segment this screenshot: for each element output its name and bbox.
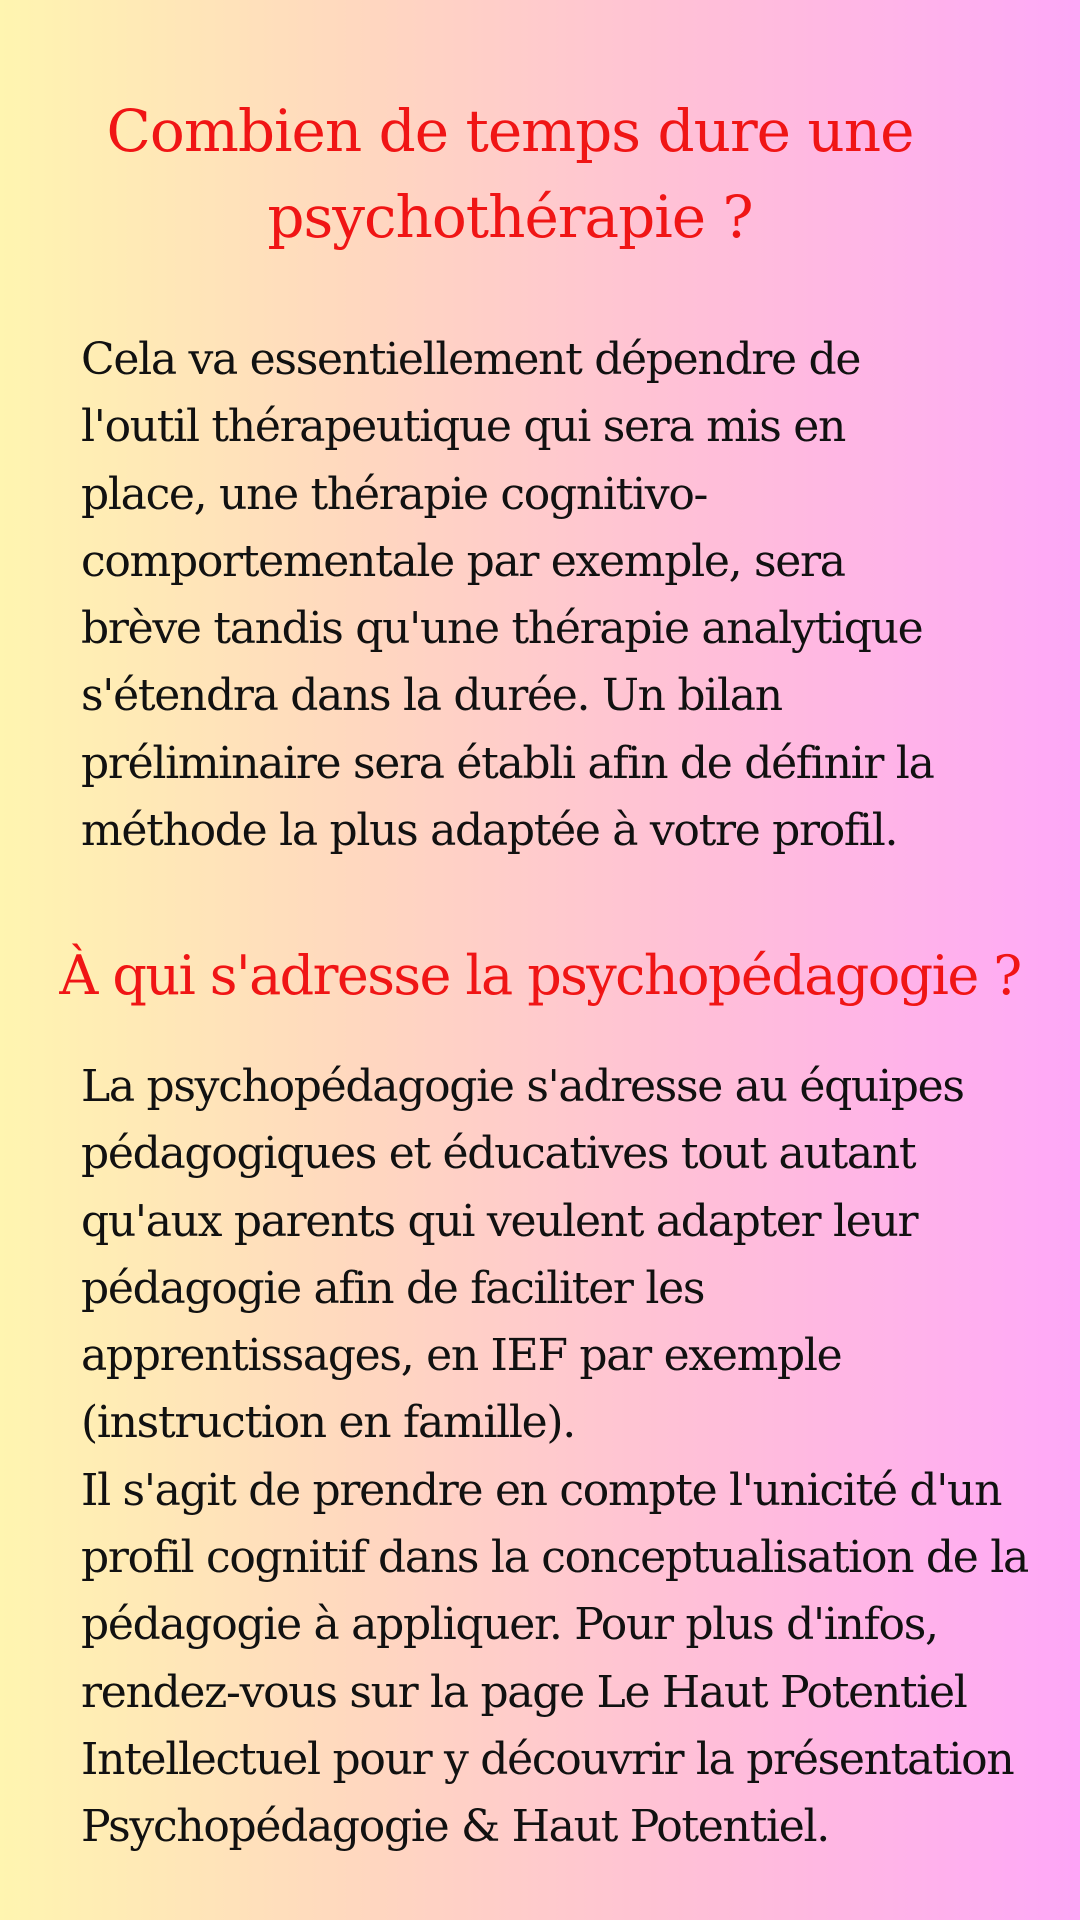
section-title-psychopedagogy: À qui s'adresse la psychopédagogie ?	[59, 944, 1021, 1007]
section-body-duration: Cela va essentiellement dépendre de l'outil thérapeutique qui sera mis en place, une thérapie cognitivo- comportementale par exemple, sera brève tandis qu'une thérapie analytique s'étendra dans la durée. Un bilan préliminaire sera établi afin de définir la méthode la plus adaptée à votre profil.	[81, 334, 934, 857]
section-title-duration: Combien de temps dure une psychothérapie ?	[106, 97, 914, 251]
section-body-psychopedagogy: La psychopédagogie s'adresse au équipes pédagogiques et éducatives tout autant qu'aux parents qui veulent adapter leur pédagogie afin de faciliter les apprentissages, en IEF par exemple (instruction en famille). Il s'agit de prendre en compte l'unicité d'un profil cognitif dans la conceptualisation de la pédagogie à appliquer. Pour plus d'infos, rendez-vous sur la page Le Haut Potentiel Intellectuel pour y découvrir la présentation Psychopédagogie & Haut Potentiel.	[81, 1061, 1028, 1853]
